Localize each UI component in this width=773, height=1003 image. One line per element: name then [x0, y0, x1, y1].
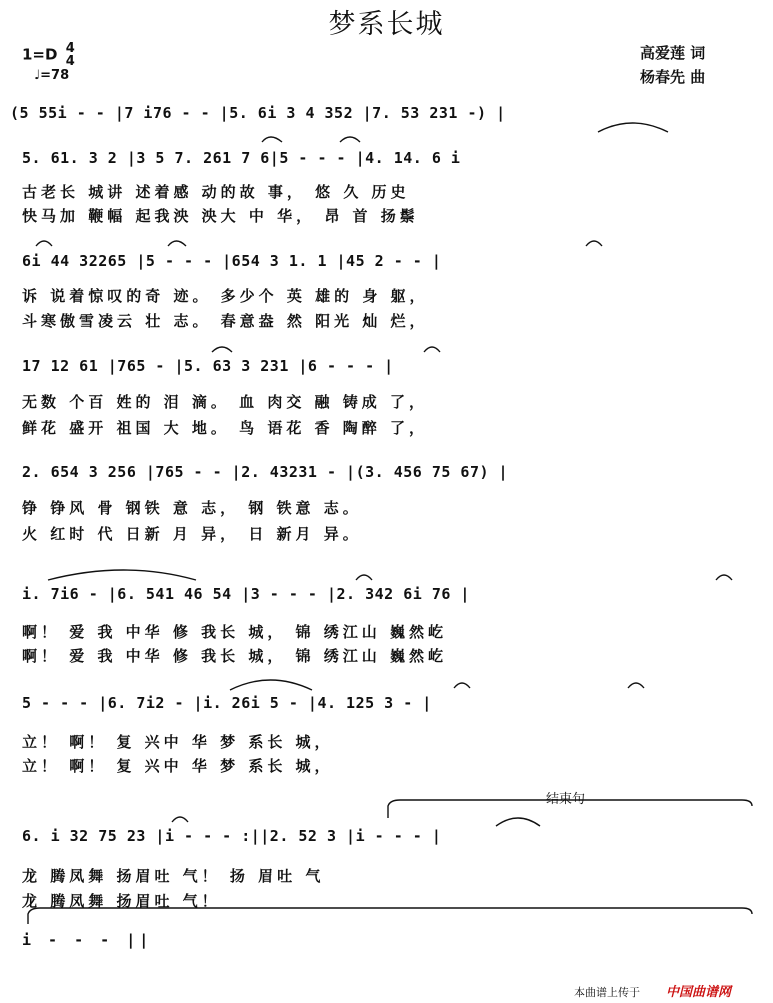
lyric-line-7b: 立！ 啊！ 复 兴中 华 梦 系长 城， [22, 757, 334, 775]
time-numerator: 4 [65, 41, 75, 56]
site-logo: 中国曲谱网 [666, 985, 732, 1000]
lyric-line-6b: 啊！ 爱 我 中华 修 我长 城， 锦 绣江山 巍然屹 [22, 647, 448, 665]
slur-mark [454, 683, 470, 688]
lyricist-credit: 高爱莲 词 [640, 44, 706, 62]
slur-mark [262, 137, 282, 142]
time-denominator: 4 [65, 54, 75, 69]
composer-credit: 杨春先 曲 [640, 68, 706, 86]
lyric-line-2b: 快马加 鞭幅 起我泱 泱大 中 华， 昂 首 扬鬃 [22, 207, 419, 225]
notes-line-1: (5 55i - - |7 i76 - - |5. 6i 3 4 352 |7. 53 231 -) | [10, 104, 506, 122]
slur-mark [496, 818, 540, 826]
lyric-line-4b: 鲜花 盛开 祖国 大 地。 鸟 语花 香 陶醉 了， [22, 419, 429, 437]
slur-mark [716, 575, 732, 580]
lyric-line-6a: 啊！ 爱 我 中华 修 我长 城， 锦 绣江山 巍然屹 [22, 623, 448, 641]
lyric-line-3a: 诉 说着惊叹的奇 迹。 多少个 英 雄的 身 躯， [22, 287, 429, 305]
ending-label: 结束句 [546, 792, 586, 807]
slur-mark [48, 570, 196, 580]
slur-mark [168, 241, 186, 246]
lyric-line-4a: 无数 个百 姓的 泪 滴。 血 肉交 融 铸成 了， [22, 393, 429, 411]
notes-line-4: 17 12 61 |765 - |5. 63 3 231 |6 - - - | [22, 357, 394, 375]
notes-line-9: i - - - || [22, 931, 153, 949]
notes-line-2: 5. 61. 3 2 |3 5 7. 261 7 6|5 - - - |4. 14. 6 i [22, 149, 461, 167]
ending-bracket [388, 800, 752, 818]
ending-bracket [28, 908, 752, 924]
slur-mark [628, 683, 644, 688]
slur-mark [212, 347, 232, 352]
lyric-line-3b: 斗寒傲雪凌云 壮 志。 春意盎 然 阳光 灿 烂， [22, 312, 429, 330]
slur-mark [598, 123, 668, 132]
lyric-line-5b: 火 红时 代 日新 月 异， 日 新月 异。 [22, 525, 362, 543]
slur-mark [230, 680, 312, 690]
slur-mark [36, 241, 52, 246]
lyric-line-8a: 龙 腾凤舞 扬眉吐 气！ 扬 眉吐 气 [22, 867, 325, 885]
notes-line-5: 2. 654 3 256 |765 - - |2. 43231 - |(3. 456 75 67) | [22, 463, 509, 481]
notes-line-7: 5 - - - |6. 7i2 - |i. 26i 5 - |4. 125 3 - | [22, 694, 432, 712]
lyric-line-5a: 铮 铮风 骨 钢铁 意 志， 钢 铁意 志。 [22, 499, 362, 517]
slur-mark [340, 137, 360, 142]
footer-note: 本曲谱上传于 [574, 986, 640, 999]
page-title: 梦系长城 [328, 9, 445, 40]
lyric-line-2a: 古老长 城讲 述着感 动的故 事， 悠 久 历史 [22, 183, 410, 201]
slur-mark [424, 347, 440, 352]
tempo-marking: ♩=78 [34, 68, 70, 83]
notes-line-6: i. 7i6 - |6. 541 46 54 |3 - - - |2. 342 6i 76 | [22, 585, 470, 603]
notes-line-3: 6i 44 32265 |5 - - - |654 3 1. 1 |45 2 - - | [22, 252, 442, 270]
slur-mark [586, 241, 602, 246]
lyric-line-8b: 龙 腾凤舞 扬眉吐 气！ [22, 892, 221, 910]
key-label: 1=D [22, 45, 58, 64]
slur-mark [172, 817, 188, 822]
notes-line-8: 6. i 32 75 23 |i - - - :||2. 52 3 |i - - - | [22, 827, 442, 845]
lyric-line-7a: 立！ 啊！ 复 兴中 华 梦 系长 城， [22, 733, 334, 751]
slur-mark [356, 575, 372, 580]
